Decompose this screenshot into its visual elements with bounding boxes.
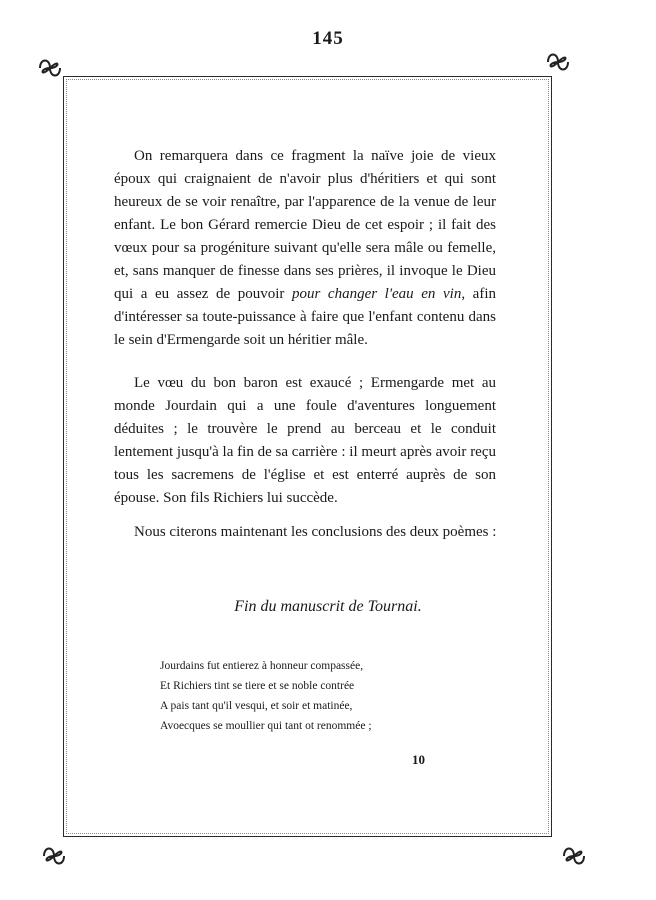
verse-line: Avoecques se moullier qui tant ot renommée ; — [160, 720, 372, 732]
verse-line: Et Richiers tint se tiere et se noble contrée — [160, 680, 355, 692]
verse-block — [160, 656, 480, 736]
section-heading: Fin du manuscrit de Tournai. — [234, 598, 422, 615]
verse-line: A pais tant qu'il vesqui, et soir et matinée, — [160, 700, 353, 712]
paragraph-text: , afin d'intéresser sa toute-puissance à faire que l'enfant contenu dans le sein d'Ermengarde soit un héritier mâle. — [114, 286, 497, 348]
corner-ornament-icon — [560, 842, 588, 870]
verse-line: Jourdains fut entierez à honneur compassée, — [160, 660, 364, 672]
paragraph-summary: Le vœu du bon baron est exaucé ; Ermengarde met au monde Jourdain qui a une foule d'aventures longuement déduites ; le trouvère le prend au berceau et le conduit lentement jusqu'à la fin de sa carrière : il meurt après avoir reçu tous les sacremens de l'église et est enterré auprès de son épouse. Son fils Richiers lui succède. — [114, 375, 496, 506]
corner-ornament-icon — [36, 54, 64, 82]
paragraph-text: On remarquera dans ce fragment la naïve joie de vieux époux qui craignaient de n'avoir plus d'héritiers et qui sont heureux de se voir renaître, par l'apparence de la venue de leur enfant. Le bon Gérard remercie Dieu de cet espoir ; il fait des vœux pour sa progéniture suivant qu'elle sera mâle ou femelle, et, sans manquer de finesse dans ses prières, il invoque le Dieu qui a eu assez de pouvoir — [114, 148, 496, 302]
corner-ornament-icon — [544, 48, 572, 76]
paragraph-intro-conclusions: Nous citerons maintenant les conclusions des deux poèmes : — [134, 524, 497, 540]
corner-ornament-icon — [40, 842, 68, 870]
paragraph-italic-quote: pour changer l'eau en vin — [291, 286, 462, 302]
paragraph-commentary — [114, 145, 496, 352]
page-number: 145 — [312, 28, 344, 49]
signature-mark: 10 — [412, 752, 425, 767]
